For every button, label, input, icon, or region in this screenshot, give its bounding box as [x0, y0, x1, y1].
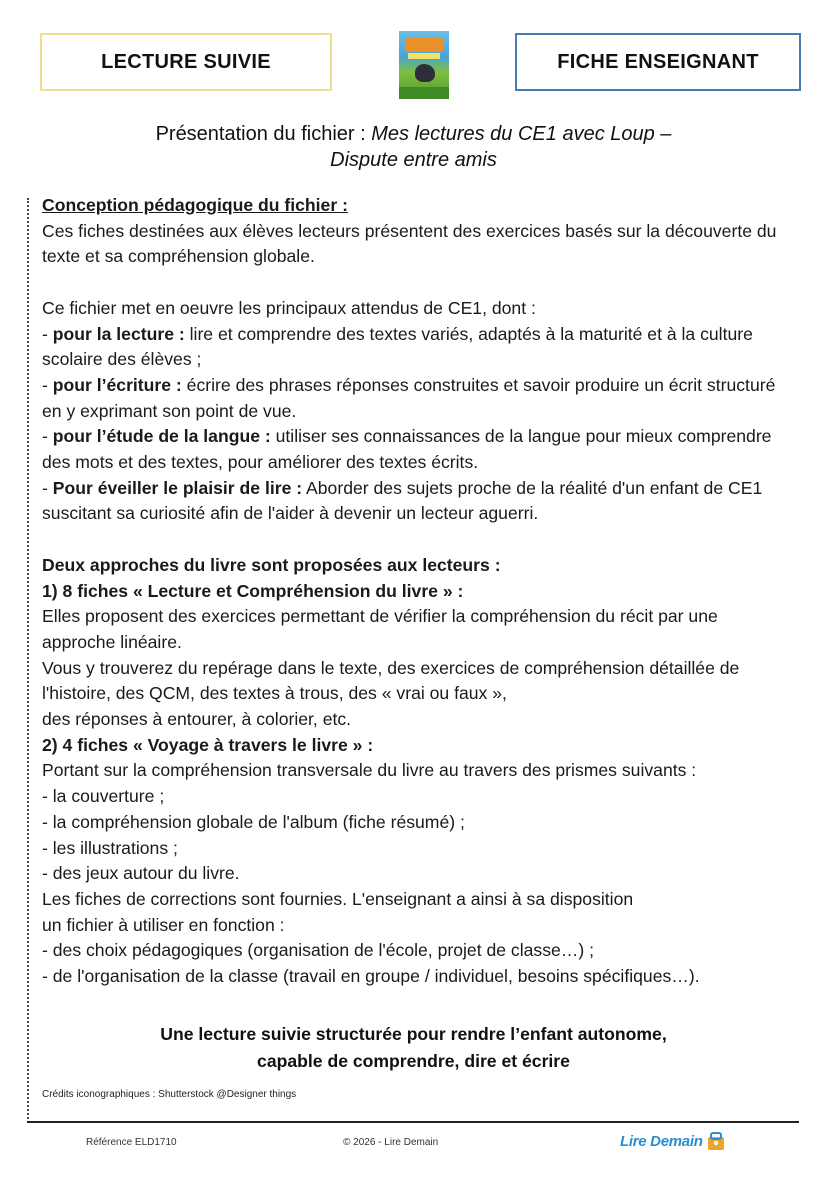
book-cover-image: [399, 31, 449, 99]
section-paragraph-conception: Ces fiches destinées aux élèves lecteurs présentent des exercices basés sur la découverte du texte et sa compréhension globale.: [42, 220, 777, 267]
book-icon: [707, 1131, 725, 1151]
approach2-line: un fichier à utiliser en fonction :: [42, 914, 285, 935]
approach2-line: Les fiches de corrections sont fournies. L'enseignant a ainsi à sa disposition: [42, 888, 634, 909]
goal-item: - pour l’étude de la langue : utiliser ses connaissances de la langue pour mieux comprendre des mots et des textes, pour améliorer des textes écrits.: [42, 426, 772, 473]
section-heading-conception: Conception pédagogique du fichier :: [42, 195, 348, 215]
approach1-line: Elles proposent des exercices permettant de vérifier la compréhension du récit par une approche linéaire.: [42, 606, 718, 652]
title-book-line1: Mes lectures du CE1 avec Loup –: [371, 123, 672, 145]
approach1-heading: 1) 8 fiches « Lecture et Compréhension du livre » :: [42, 580, 464, 601]
approach2-line: - de l'organisation de la classe (travail en groupe / individuel, besoins spécifiques…).: [42, 966, 700, 987]
footer-reference: Référence ELD1710: [86, 1137, 177, 1148]
header-right-text: FICHE ENSEIGNANT: [557, 50, 759, 73]
main-content: [42, 193, 792, 990]
header-label-fiche-enseignant: [515, 33, 801, 91]
approach2-line: - des jeux autour du livre.: [42, 863, 240, 884]
brand-logo: [620, 1131, 725, 1151]
approach2-line: - la compréhension globale de l'album (fiche résumé) ;: [42, 811, 465, 832]
header-left-text: LECTURE SUIVIE: [101, 50, 271, 73]
closing-line2: capable de comprendre, dire et écrire: [257, 1051, 570, 1071]
title-book-line2: Dispute entre amis: [330, 149, 497, 171]
approach2-line: - la couverture ;: [42, 786, 165, 807]
approach2-line: - des choix pédagogiques (organisation de l'école, projet de classe…) ;: [42, 940, 595, 961]
closing-statement: [40, 1021, 787, 1075]
goal-item: - pour l’écriture : écrire des phrases réponses construites et savoir produire un écrit structuré en y exprimant son point de vue.: [42, 374, 776, 421]
approach2-line: - les illustrations ;: [42, 837, 178, 858]
approach1-line: des réponses à entourer, à colorier, etc.: [42, 709, 352, 730]
approach1-line: Vous y trouverez du repérage dans le texte, des exercices de compréhension détaillée de l'histoire, des QCM, des textes à trous, des « vrai ou faux »,: [42, 657, 740, 704]
approaches-heading: Deux approches du livre sont proposées aux lecteurs :: [42, 554, 501, 575]
approach2-heading: 2) 4 fiches « Voyage à travers le livre » :: [42, 734, 374, 755]
goal-item: - Pour éveiller le plaisir de lire : Aborder des sujets proche de la réalité d'un enfant de CE1 suscitant sa curiosité afin de l'aider à devenir un lecteur aguerri.: [42, 477, 763, 524]
content-dotted-border: [27, 198, 29, 1119]
footer-copyright: © 2026 - Lire Demain: [343, 1137, 439, 1148]
header-label-lecture-suivie: [40, 33, 332, 91]
closing-line1: Une lecture suivie structurée pour rendre l’enfant autonome,: [160, 1024, 667, 1044]
approach2-line: Portant sur la compréhension transversale du livre au travers des prismes suivants :: [42, 760, 697, 781]
brand-name: Lire Demain: [620, 1132, 703, 1150]
title-prefix: Présentation du fichier :: [155, 123, 372, 145]
intro-paragraph: Ce fichier met en oeuvre les principaux attendus de CE1, dont :: [42, 297, 536, 318]
goal-item: - pour la lecture : lire et comprendre des textes variés, adaptés à la maturité et à la culture scolaire des élèves ;: [42, 323, 753, 370]
image-credits: Crédits iconographiques : Shutterstock @Designer things: [42, 1089, 297, 1100]
footer-divider: [27, 1121, 799, 1123]
document-title: [40, 121, 787, 173]
